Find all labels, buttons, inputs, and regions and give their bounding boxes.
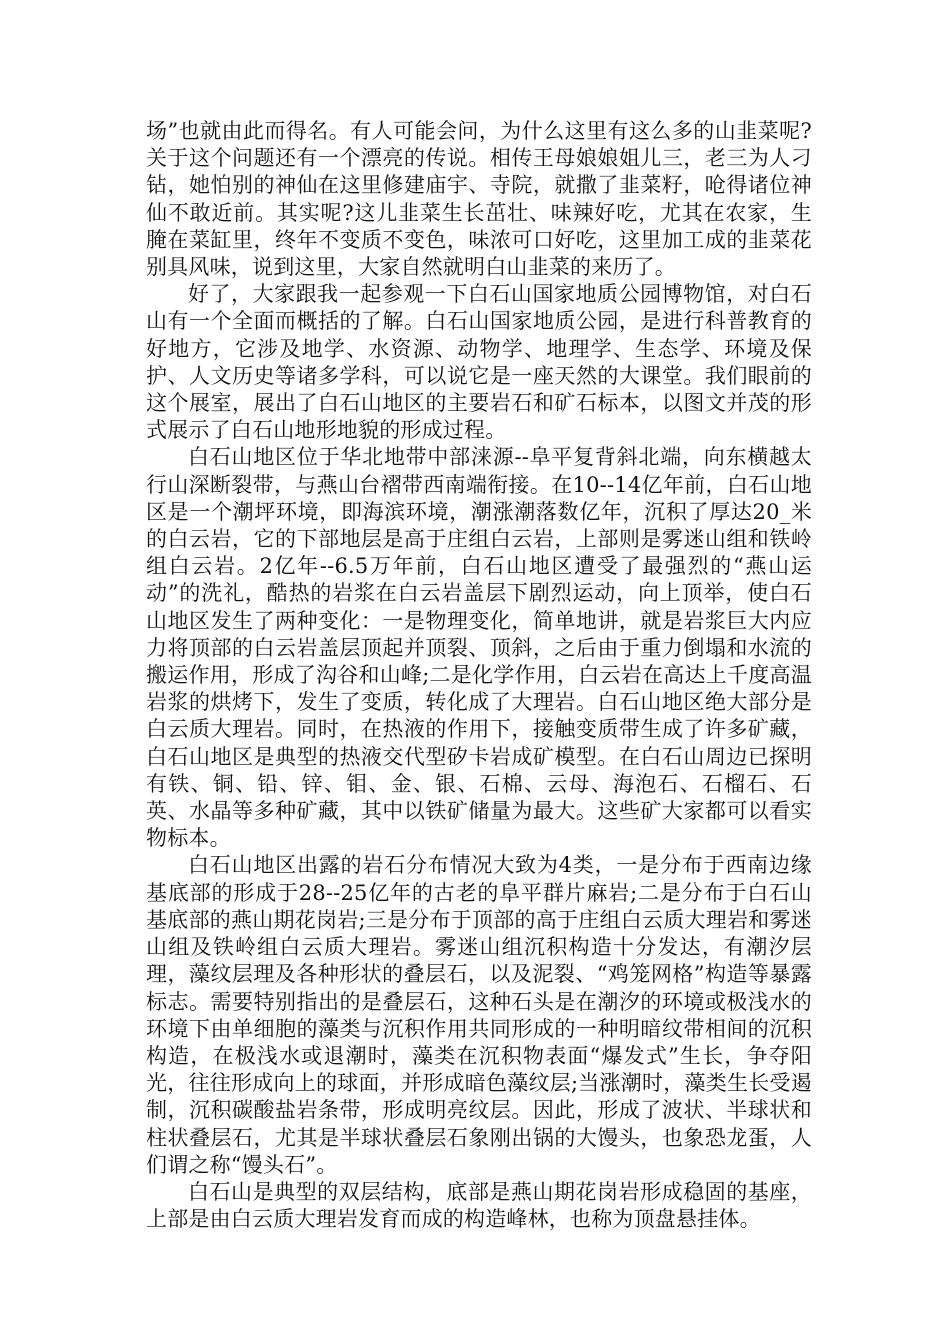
paragraph-1: 场”也就由此而得名。有人可能会问，为什么这里有这么多的山韭菜呢?关于这个问题还有一个漂亮的传说。相传王母娘娘姐儿三，老三为人刁钻，她怕别的神仙在这里修建庙宇、寺院，就撒了韭菜籽，呛得诸位神仙不敢近前。其实呢?这儿韭菜生长茁壮、味辣好吃，尤其在农家，生腌在菜缸里，终年不变质不变色，味浓可口好吃，这里加工成的韭菜花别具风味，说到这里，大家自然就明白山韭菜的来历了。	[146, 119, 812, 280]
paragraph-5: 白石山是典型的双层结构，底部是燕山期花岗岩形成稳固的基座，上部是由白云质大理岩发育而成的构造峰林，也称为顶盘悬挂体。	[146, 1179, 812, 1232]
paragraph-4: 白石山地区出露的岩石分布情况大致为4类，一是分布于西南边缘基底部的形成于28--25亿年的古老的阜平群片麻岩;二是分布于白石山基底部的燕山期花岗岩;三是分布于顶部的高于庄组白云质大理岩和雾迷山组及铁岭组白云质大理岩。雾迷山组沉积构造十分发达，有潮汐层理，藻纹层理及各种形状的叠层石，以及泥裂、“鸡笼网格”构造等暴露标志。需要特别指出的是叠层石，这种石头是在潮汐的环境或极浅水的环境下由单细胞的藻类与沉积作用共同形成的一种明暗纹带相间的沉积构造，在极浅水或退潮时，藻类在沉积物表面“爆发式”生长，争夺阳光，往往形成向上的球面，并形成暗色藻纹层;当涨潮时，藻类生长受遏制，沉积碳酸盐岩条带，形成明亮纹层。因此，形成了波状、半球状和柱状叠层石，尤其是半球状叠层石象刚出锅的大馒头，也象恐龙蛋，人们谓之称“馒头石”。	[146, 853, 812, 1177]
paragraph-2: 好了，大家跟我一起参观一下白石山国家地质公园博物馆，对白石山有一个全面而概括的了解。白石山国家地质公园，是进行科普教育的好地方，它涉及地学、水资源、动物学、地理学、生态学、环境及保护、人文历史等诸多学科，可以说它是一座天然的大课堂。我们眼前的这个展室，展出了白石山地区的主要岩石和矿石标本，以图文并茂的形式展示了白石山地形地貌的形成过程。	[146, 282, 812, 443]
paragraph-3: 白石山地区位于华北地带中部涞源--阜平复背斜北端，向东横越太行山深断裂带，与燕山台褶带西南端衔接。在10--14亿年前，白石山地区是一个潮坪环境，即海滨环境，潮涨潮落数亿年，沉积了厚达20_米的白云岩，它的下部地层是高于庄组白云岩，上部则是雾迷山组和铁岭组白云岩。2亿年--6.5万年前，白石山地区遭受了最强烈的“燕山运动”的洗礼，酷热的岩浆在白云岩盖层下剧烈运动，向上顶举，使白石山地区发生了两种变化：一是物理变化，简单地讲，就是岩浆巨大内应力将顶部的白云岩盖层顶起并顶裂、顶斜，之后由于重力倒塌和水流的搬运作用，形成了沟谷和山峰;二是化学作用，白云岩在高达上千度高温岩浆的烘烤下，发生了变质，转化成了大理岩。白石山地区绝大部分是白云质大理岩。同时，在热液的作用下，接触变质带生成了许多矿藏，白石山地区是典型的热液交代型矽卡岩成矿模型。在白石山周边已探明有铁、铜、铅、锌、钼、金、银、石棉、云母、海泡石、石榴石、石英、水晶等多种矿藏，其中以铁矿储量为最大。这些矿大家都可以看实物标本。	[146, 445, 812, 851]
document-body	[146, 118, 812, 1233]
